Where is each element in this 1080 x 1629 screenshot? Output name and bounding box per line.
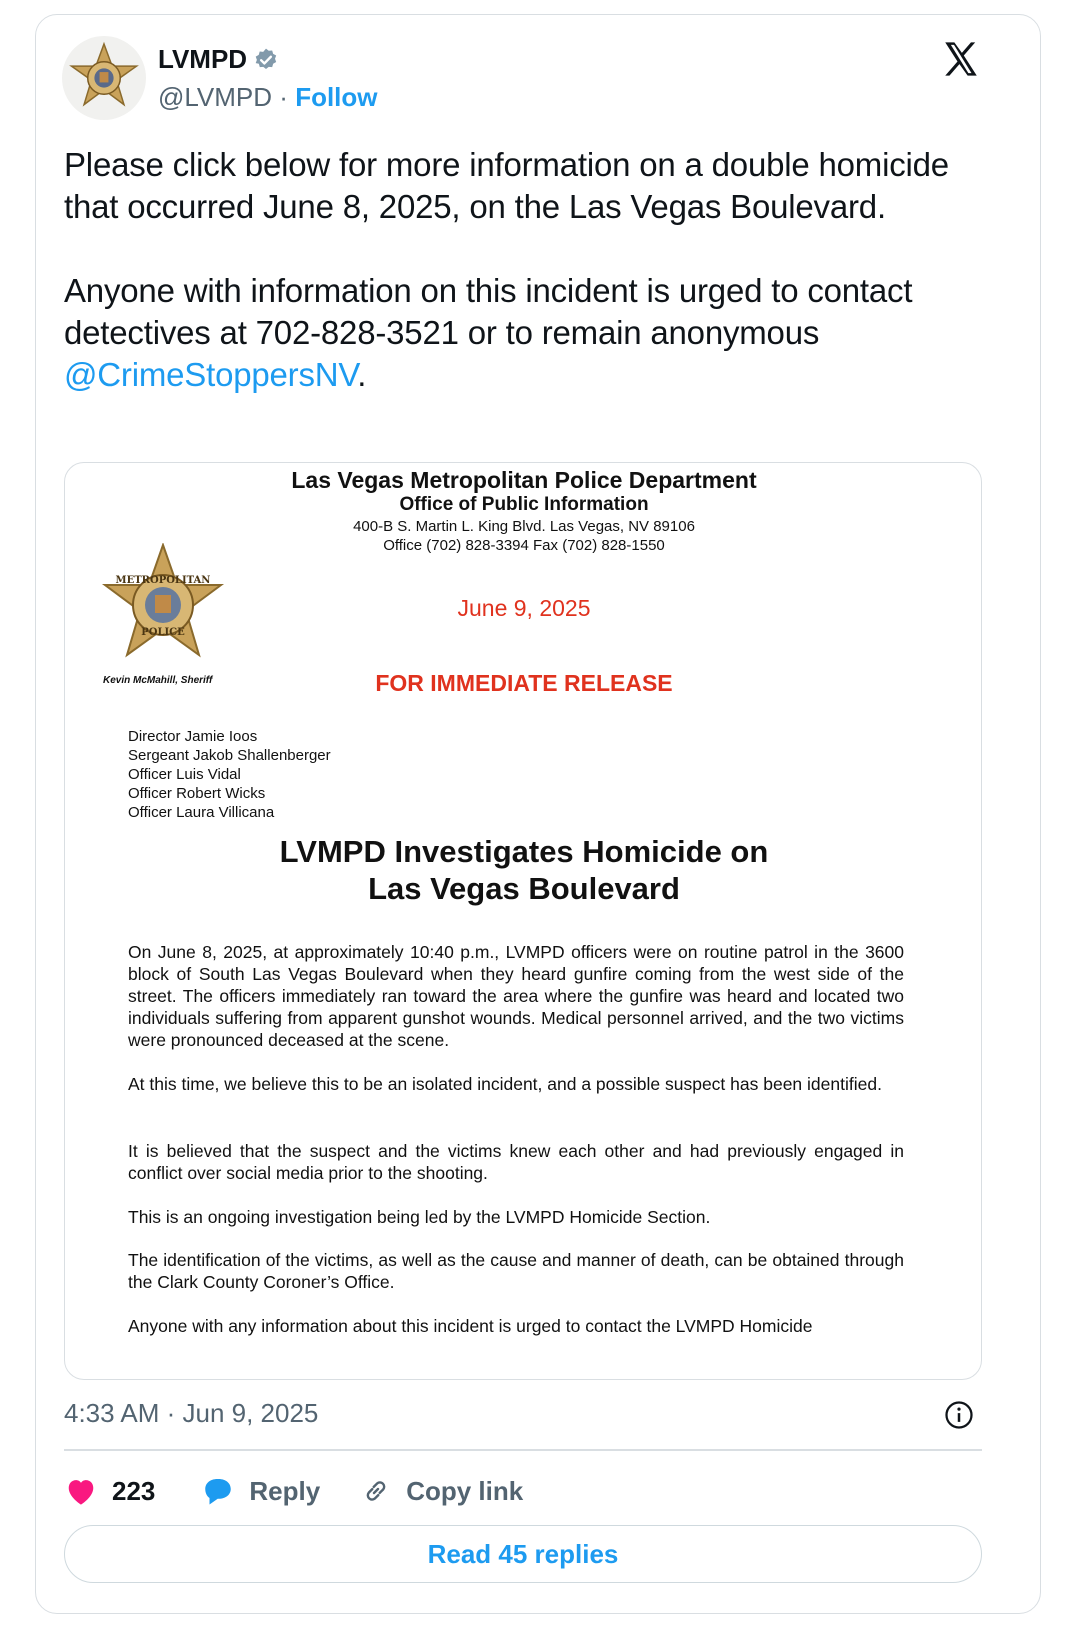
follow-button[interactable]: Follow bbox=[295, 82, 378, 112]
contact-item: Officer Robert Wicks bbox=[128, 785, 266, 802]
like-button[interactable] bbox=[64, 1476, 155, 1507]
tweet-text-end: . bbox=[357, 356, 367, 393]
press-release-image[interactable] bbox=[64, 462, 982, 1380]
tweet-timestamp[interactable]: 4:33 AM · Jun 9, 2025 bbox=[64, 1398, 319, 1428]
tweet-text bbox=[64, 144, 964, 396]
copy-link-button[interactable] bbox=[360, 1475, 523, 1507]
heart-icon bbox=[64, 1476, 98, 1506]
release-headline bbox=[65, 833, 982, 907]
contact-item: Officer Laura Villicana bbox=[128, 804, 275, 821]
contact-item: Sergeant Jakob Shallenberger bbox=[128, 747, 331, 764]
release-date: June 9, 2025 bbox=[457, 595, 591, 621]
release-paragraph: The identification of the victims, as well as the cause and manner of death, can be obtained through the Clark County Coroner’s Office. bbox=[128, 1250, 904, 1292]
badge-text-bottom: POLICE bbox=[141, 627, 185, 638]
tweet-body: Please click below for more information on a double homicide that occurred June 8, 2025, on the Las Vegas Boulevard. Anyone with information on this incident is urged to contact detectives at 702-828-3521 or to remain anonymous bbox=[64, 146, 949, 351]
link-icon bbox=[360, 1475, 392, 1507]
reply-bubble-icon bbox=[201, 1475, 235, 1507]
action-bar bbox=[64, 1470, 523, 1512]
office-title: Office of Public Information bbox=[399, 494, 649, 515]
copy-link-label: Copy link bbox=[406, 1475, 524, 1506]
department-title: Las Vegas Metropolitan Police Department bbox=[291, 467, 757, 493]
sheriff-name: Kevin McMahill, Sheriff bbox=[103, 675, 213, 686]
contact-item: Officer Luis Vidal bbox=[128, 766, 241, 783]
office-address: 400-B S. Martin L. King Blvd. Las Vegas, NV 89106 bbox=[353, 518, 695, 535]
press-release-document bbox=[65, 463, 982, 1380]
read-replies-button[interactable]: Read 45 replies bbox=[64, 1525, 982, 1583]
contact-list bbox=[128, 727, 331, 822]
headline-line-1: LVMPD Investigates Homicide on bbox=[279, 834, 769, 869]
reply-label: Reply bbox=[249, 1475, 321, 1506]
x-logo-icon[interactable] bbox=[940, 38, 982, 80]
release-paragraph: Anyone with any information about this incident is urged to contact the LVMPD Homicide bbox=[128, 1316, 813, 1336]
release-label: FOR IMMEDIATE RELEASE bbox=[375, 670, 673, 696]
release-paragraph: On June 8, 2025, at approximately 10:40 p.m., LVMPD officers were on routine patrol in the 3600 block of South Las Vegas Boulevard when they heard gunfire coming from the west side of the street. The officers immediately ran toward the area where the gunfire was heard and located two individuals suffering from apparent gunshot wounds. Medical personnel arrived, and the two victims were pronounced deceased at the scene. bbox=[128, 942, 904, 1050]
police-badge-icon bbox=[67, 41, 141, 115]
divider bbox=[64, 1449, 982, 1451]
info-icon[interactable] bbox=[944, 1400, 974, 1430]
like-count: 223 bbox=[112, 1475, 156, 1506]
release-paragraph: At this time, we believe this to be an isolated incident, and a possible suspect has been identified. bbox=[128, 1074, 882, 1094]
account-name[interactable]: LVMPD bbox=[158, 44, 248, 74]
reply-button[interactable] bbox=[201, 1475, 320, 1507]
mention-link[interactable]: @CrimeStoppersNV bbox=[64, 356, 358, 393]
release-paragraph: It is believed that the suspect and the victims knew each other and had previously engaged in conflict over social media prior to the shooting. bbox=[128, 1141, 904, 1183]
headline-line-2: Las Vegas Boulevard bbox=[368, 871, 680, 906]
release-paragraph: This is an ongoing investigation being led by the LVMPD Homicide Section. bbox=[128, 1207, 711, 1227]
office-phone: Office (702) 828-3394 Fax (702) 828-1550 bbox=[383, 537, 665, 554]
account-handle[interactable]: @LVMPD bbox=[158, 82, 273, 112]
handle-separator: · bbox=[279, 82, 288, 112]
avatar[interactable] bbox=[62, 36, 146, 120]
verified-badge-icon bbox=[253, 47, 279, 73]
badge-text-top: METROPOLITAN bbox=[115, 575, 211, 586]
contact-item: Director Jamie Ioos bbox=[128, 728, 258, 745]
